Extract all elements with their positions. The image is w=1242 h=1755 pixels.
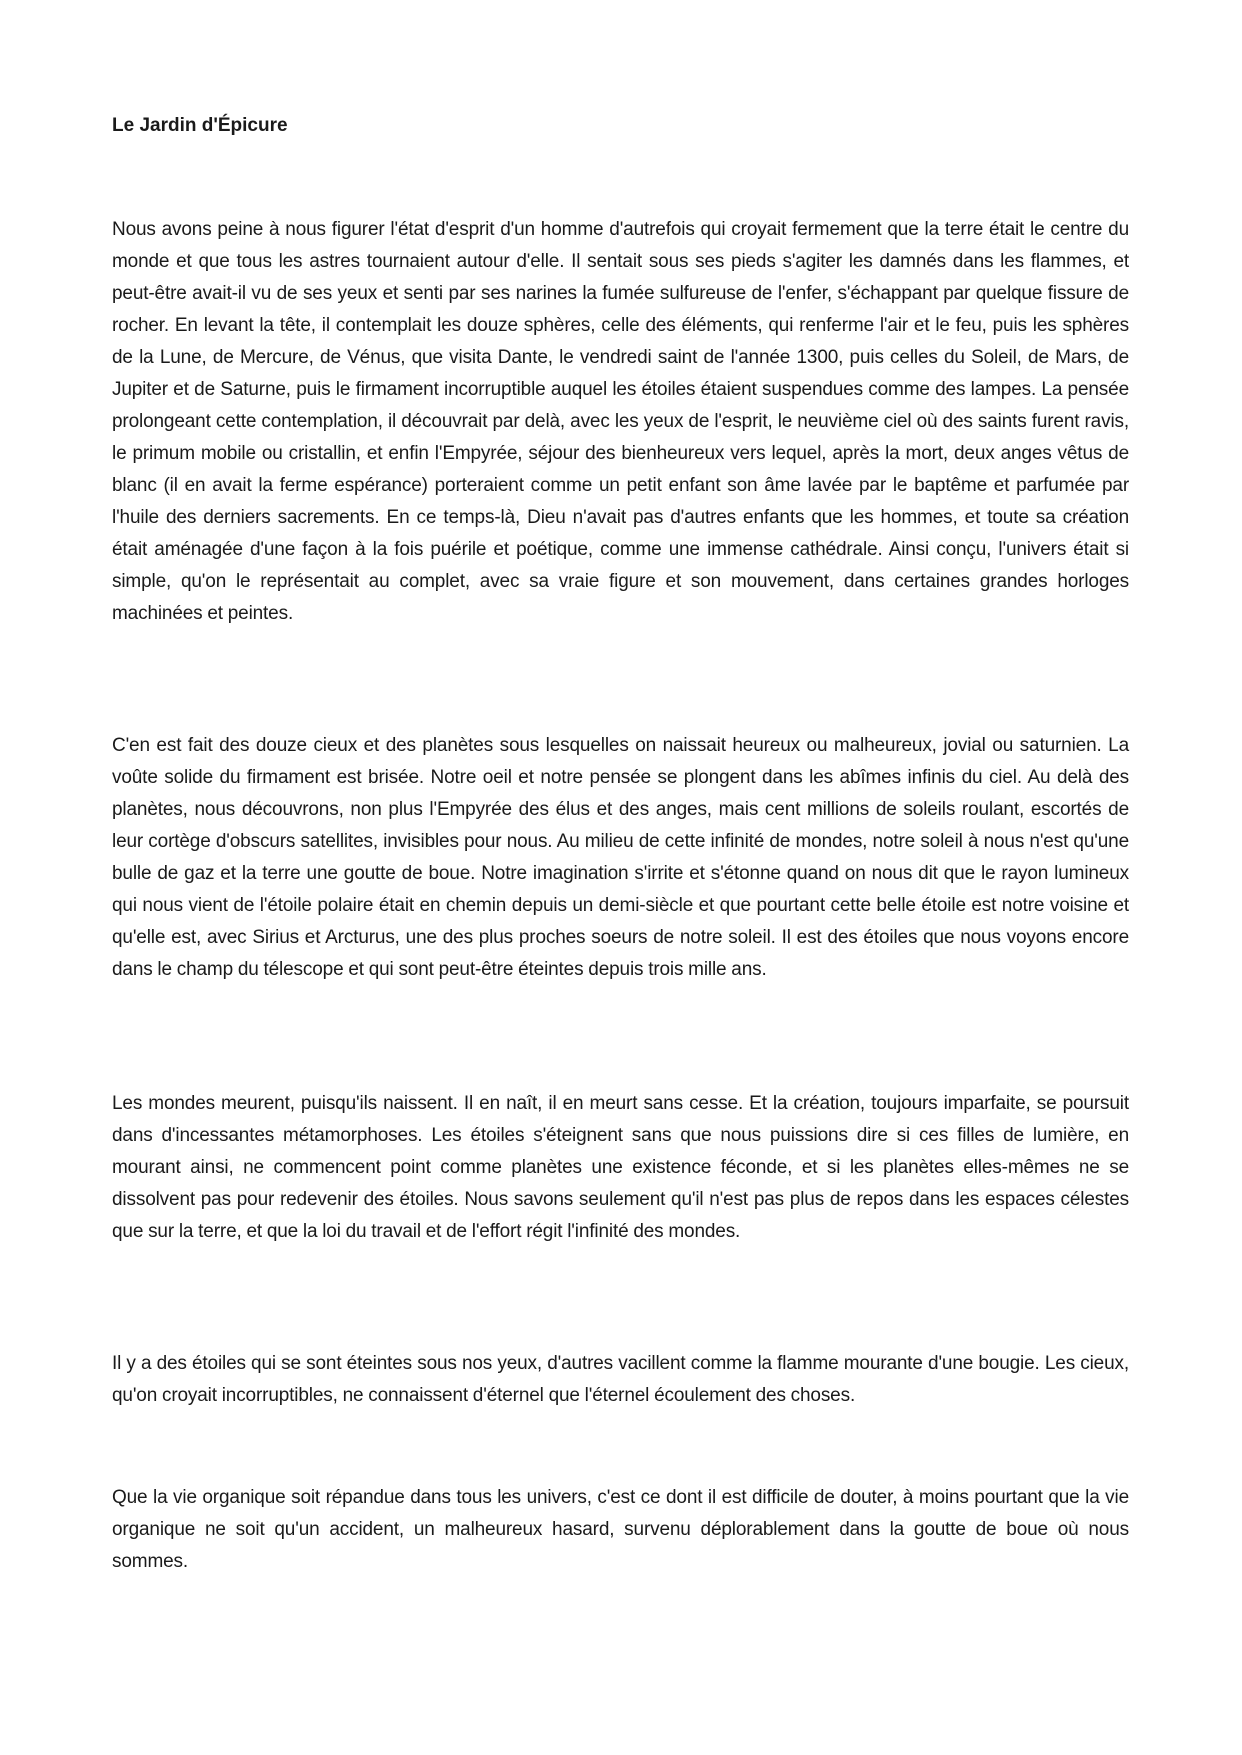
document-title: Le Jardin d'Épicure [112,115,288,136]
paragraph-4: Il y a des étoiles qui se sont éteintes sous nos yeux, d'autres vacillent comme la flamme mourante d'une bougie. Les cieux, qu'on croyait incorruptibles, ne connaissent d'éternel que l'éternel écoulement des choses. [112,1353,1129,1406]
paragraph-2: C'en est fait des douze cieux et des planètes sous lesquelles on naissait heureux ou malheureux, jovial ou saturnien. La voûte solide du firmament est brisée. Notre oeil et notre pensée se plongent dans les abîmes infinis du ciel. Au delà des planètes, nous découvrons, non plus l'Empyrée des élus et des anges, mais cent millions de soleils roulant, escortés de leur cortège d'obscurs satellites, invisibles pour nous. Au milieu de cette infinité de mondes, notre soleil à nous n'est qu'une bulle de gaz et la terre une goutte de boue. Notre imagination s'irrite et s'étonne quand on nous dit que le rayon lumineux qui nous vient de l'étoile polaire était en chemin depuis un demi-siècle et que pourtant cette belle étoile est notre voisine et qu'elle est, avec Sirius et Arcturus, une des plus proches soeurs de notre soleil. Il est des étoiles que nous voyons encore dans le champ du télescope et qui sont peut-être éteintes depuis trois mille ans. [112,735,1129,980]
paragraph-5: Que la vie organique soit répandue dans tous les univers, c'est ce dont il est difficile de douter, à moins pourtant que la vie organique ne soit qu'un accident, un malheureux hasard, survenu déplorablement dans la goutte de boue où nous sommes. [112,1487,1129,1572]
paragraph-1: Nous avons peine à nous figurer l'état d'esprit d'un homme d'autrefois qui croyait fermement que la terre était le centre du monde et que tous les astres tournaient autour d'elle. Il sentait sous ses pieds s'agiter les damnés dans les flammes, et peut-être avait-il vu de ses yeux et senti par ses narines la fumée sulfureuse de l'enfer, s'échappant par quelque fissure de rocher. En levant la tête, il contemplait les douze sphères, celle des éléments, qui renferme l'air et le feu, puis les sphères de la Lune, de Mercure, de Vénus, que visita Dante, le vendredi saint de l'année 1300, puis celles du Soleil, de Mars, de Jupiter et de Saturne, puis le firmament incorruptible auquel les étoiles étaient suspendues comme des lampes. La pensée prolongeant cette contemplation, il découvrait par delà, avec les yeux de l'esprit, le neuvième ciel où des saints furent ravis, le primum mobile ou cristallin, et enfin l'Empyrée, séjour des bienheureux vers lequel, après la mort, deux anges vêtus de blanc (il en avait la ferme espérance) porteraient comme un petit enfant son âme lavée par le baptême et parfumée par l'huile des derniers sacrements. En ce temps-là, Dieu n'avait pas d'autres enfants que les hommes, et toute sa création était aménagée d'une façon à la fois puérile et poétique, comme une immense cathédrale. Ainsi conçu, l'univers était si simple, qu'on le représentait au complet, avec sa vraie figure et son mouvement, dans certaines grandes horloges machinées et peintes. [112,219,1129,624]
paragraph-3: Les mondes meurent, puisqu'ils naissent. Il en naît, il en meurt sans cesse. Et la création, toujours imparfaite, se poursuit dans d'incessantes métamorphoses. Les étoiles s'éteignent sans que nous puissions dire si ces filles de lumière, en mourant ainsi, ne commencent point comme planètes une existence féconde, et si les planètes elles-mêmes ne se dissolvent pas pour redevenir des étoiles. Nous savons seulement qu'il n'est pas plus de repos dans les espaces célestes que sur la terre, et que la loi du travail et de l'effort régit l'infinité des mondes. [112,1093,1129,1242]
